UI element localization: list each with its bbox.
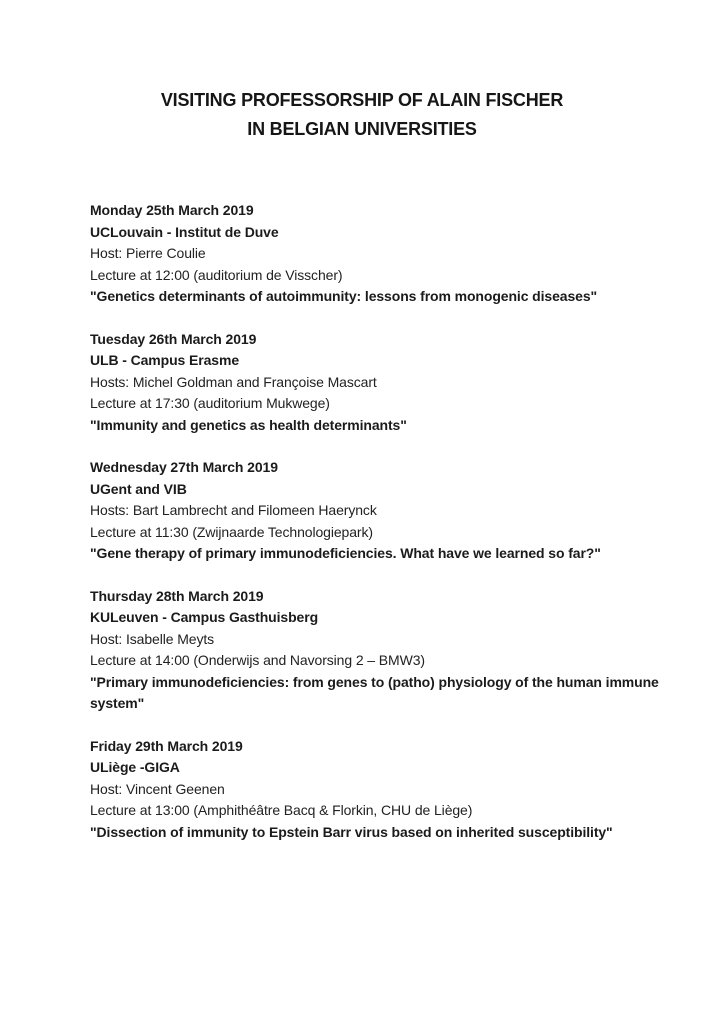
event-lecture: Lecture at 13:00 (Amphithéâtre Bacq & Florkin, CHU de Liège)	[90, 802, 473, 818]
event-date: Monday 25th March 2019	[90, 202, 254, 218]
event-lecture: Lecture at 14:00 (Onderwijs and Navorsing 2 – BMW3)	[90, 652, 425, 668]
event-venue: UGent and VIB	[90, 480, 187, 497]
event-host: Hosts: Bart Lambrecht and Filomeen Haerynck	[90, 502, 377, 518]
document-title-line1: VISITING PROFESSORSHIP OF ALAIN FISCHER	[160, 90, 564, 110]
event-talk-title: "Dissection of immunity to Epstein Barr virus based on inherited susceptibility"	[90, 823, 613, 840]
event-date: Friday 29th March 2019	[90, 737, 243, 754]
document-title-line2: IN BELGIAN UNIVERSITIES	[247, 119, 477, 139]
event-host: Host: Isabelle Meyts	[90, 630, 215, 647]
event-venue: ULB - Campus Erasme	[90, 352, 240, 368]
event-lecture: Lecture at 12:00 (auditorium de Visscher)	[90, 266, 343, 283]
event-thursday	[90, 586, 690, 715]
event-talk-title: "Immunity and genetics as health determinants"	[90, 416, 407, 433]
event-date: Tuesday 26th March 2019	[90, 330, 257, 347]
event-wednesday	[90, 457, 690, 565]
event-host: Host: Pierre Coulie	[90, 245, 206, 261]
event-venue: KULeuven - Campus Gasthuisberg	[90, 609, 319, 625]
event-friday	[90, 736, 690, 844]
event-venue: UCLouvain - Institut de Duve	[90, 223, 279, 240]
event-lecture: Lecture at 11:30 (Zwijnaarde Technologiepark)	[90, 523, 373, 540]
event-monday	[90, 200, 690, 308]
event-date: Wednesday 27th March 2019	[90, 459, 278, 475]
event-tuesday	[90, 329, 690, 437]
event-date: Thursday 28th March 2019	[90, 587, 264, 604]
event-host: Hosts: Michel Goldman and Françoise Mascart	[90, 373, 377, 390]
document-title	[0, 0, 724, 144]
event-list	[90, 200, 690, 843]
event-talk-title: "Primary immunodeficiencies: from genes to (patho) physiology of the human immune system"	[90, 673, 659, 711]
event-lecture: Lecture at 17:30 (auditorium Mukwege)	[90, 395, 330, 411]
event-talk-title: "Gene therapy of primary immunodeficiencies. What have we learned so far?"	[90, 545, 601, 561]
event-talk-title: "Genetics determinants of autoimmunity: lessons from monogenic diseases"	[90, 288, 598, 304]
event-host: Host: Vincent Geenen	[90, 780, 225, 797]
event-venue: ULiège -GIGA	[90, 759, 180, 775]
